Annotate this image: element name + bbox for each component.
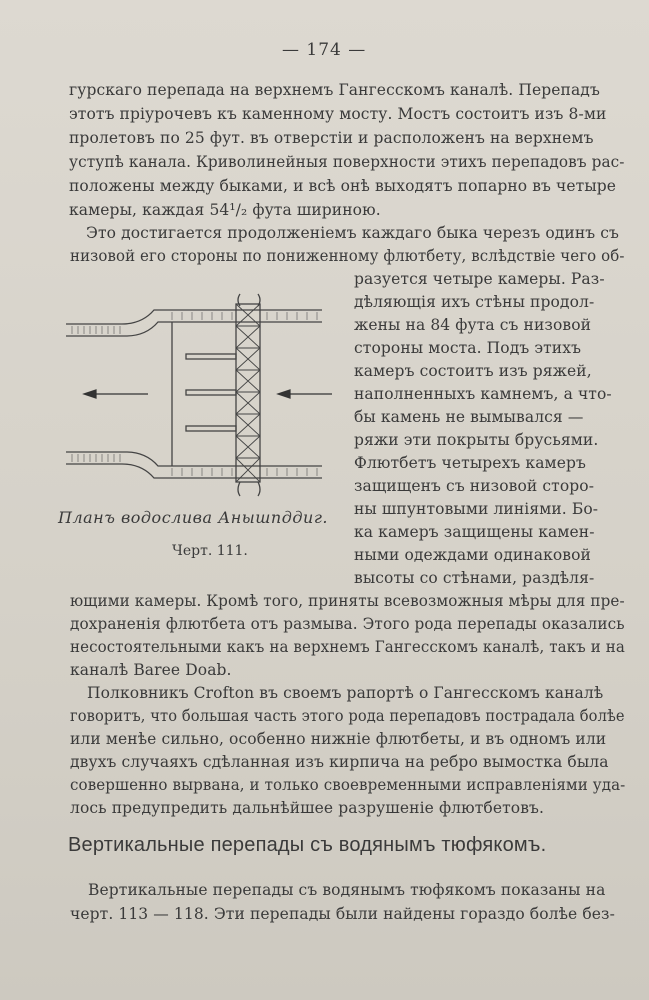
text-line: совершенно вырвана, и только своевременными исправленіями уда- [70,776,626,794]
text-line: гурскаго перепада на верхнемъ Гангесскомъ каналѣ. Перепадъ [69,81,600,99]
text-line: бы камень не вымывался — [354,408,584,426]
text-line: ющими камеры. Кромѣ того, приняты всевозможныя мѣры для пре- [70,592,625,610]
text-line: несостоятельными какъ на верхнемъ Гангесскомъ каналѣ, такъ и на [70,638,625,656]
figure-caption: Черт. 111. [172,543,248,559]
text-line: Полковникъ Crofton въ своемъ рапортѣ о Гангесскомъ каналѣ [87,684,604,702]
text-line: или менѣе сильно, особенно нижніе флютбеты, и въ одномъ или [70,730,607,748]
text-line: этотъ пріурочевъ къ каменному мосту. Мостъ состоитъ изъ 8-ми [69,105,607,123]
text-line: уступѣ канала. Криволинейныя поверхности этихъ перепадовъ рас- [69,153,625,171]
text-line: стороны моста. Подъ этихъ [354,339,582,357]
text-line: дѣляющія ихъ стѣны продол- [354,293,595,311]
text-line: каналѣ Baree Doab. [70,661,232,679]
text-line: Это достигается продолженіемъ каждаго быка черезъ одинъ съ [86,224,619,242]
text-line: низовой его стороны по пониженному флютбету, вслѣдствіе чего об- [70,247,625,265]
weir-plan-figure [62,290,344,506]
text-line: Флютбетъ четырехъ камеръ [354,454,586,472]
figure-handwritten-caption: Планъ водослива Анышпддиг. [58,508,328,527]
text-line: наполненныхъ камнемъ, а что- [354,385,612,403]
text-line: разуется четыре камеры. Раз- [354,270,605,288]
page-number: — 174 — [282,40,367,60]
text-line: ряжи эти покрыты брусьями. [354,431,599,449]
text-line: ка камеръ защищены камен- [354,523,595,541]
text-line: пролетовъ по 25 фут. въ отверстіи и расположенъ на верхнемъ [69,129,594,147]
text-line: защищенъ съ низовой сторо- [354,477,595,495]
text-line: камеры, каждая 54¹/₂ фута шириною. [69,201,381,219]
text-line: лось предупредить дальнѣйшее разрушеніе флютбетовъ. [70,799,545,817]
text-line: черт. 113 — 118. Эти перепады были найдены гораздо болѣе без- [70,905,615,923]
text-line: двухъ случаяхъ сдѣланная изъ кирпича на ребро вымостка была [70,753,609,771]
text-line: камеръ состоитъ изъ ряжей, [354,362,592,380]
text-line: ны шпунтовыми линіями. Бо- [354,500,599,518]
text-line: жены на 84 фута съ низовой [354,316,592,334]
text-line: Вертикальные перепады съ водянымъ тюфякомъ показаны на [88,881,606,899]
text-line: говоритъ, что большая часть этого рода перепадовъ пострадала болѣе [70,707,625,725]
text-line: высоты со стѣнами, раздѣля- [354,569,595,587]
section-heading: Вертикальные перепады съ водянымъ тюфякомъ. [68,834,547,856]
text-line: положены между быками, и всѣ онѣ выходятъ попарно въ четыре [69,177,617,195]
text-line: ными одеждами одинаковой [354,546,591,564]
text-line: дохраненія флютбета отъ размыва. Этого рода перепады оказались [70,615,625,633]
